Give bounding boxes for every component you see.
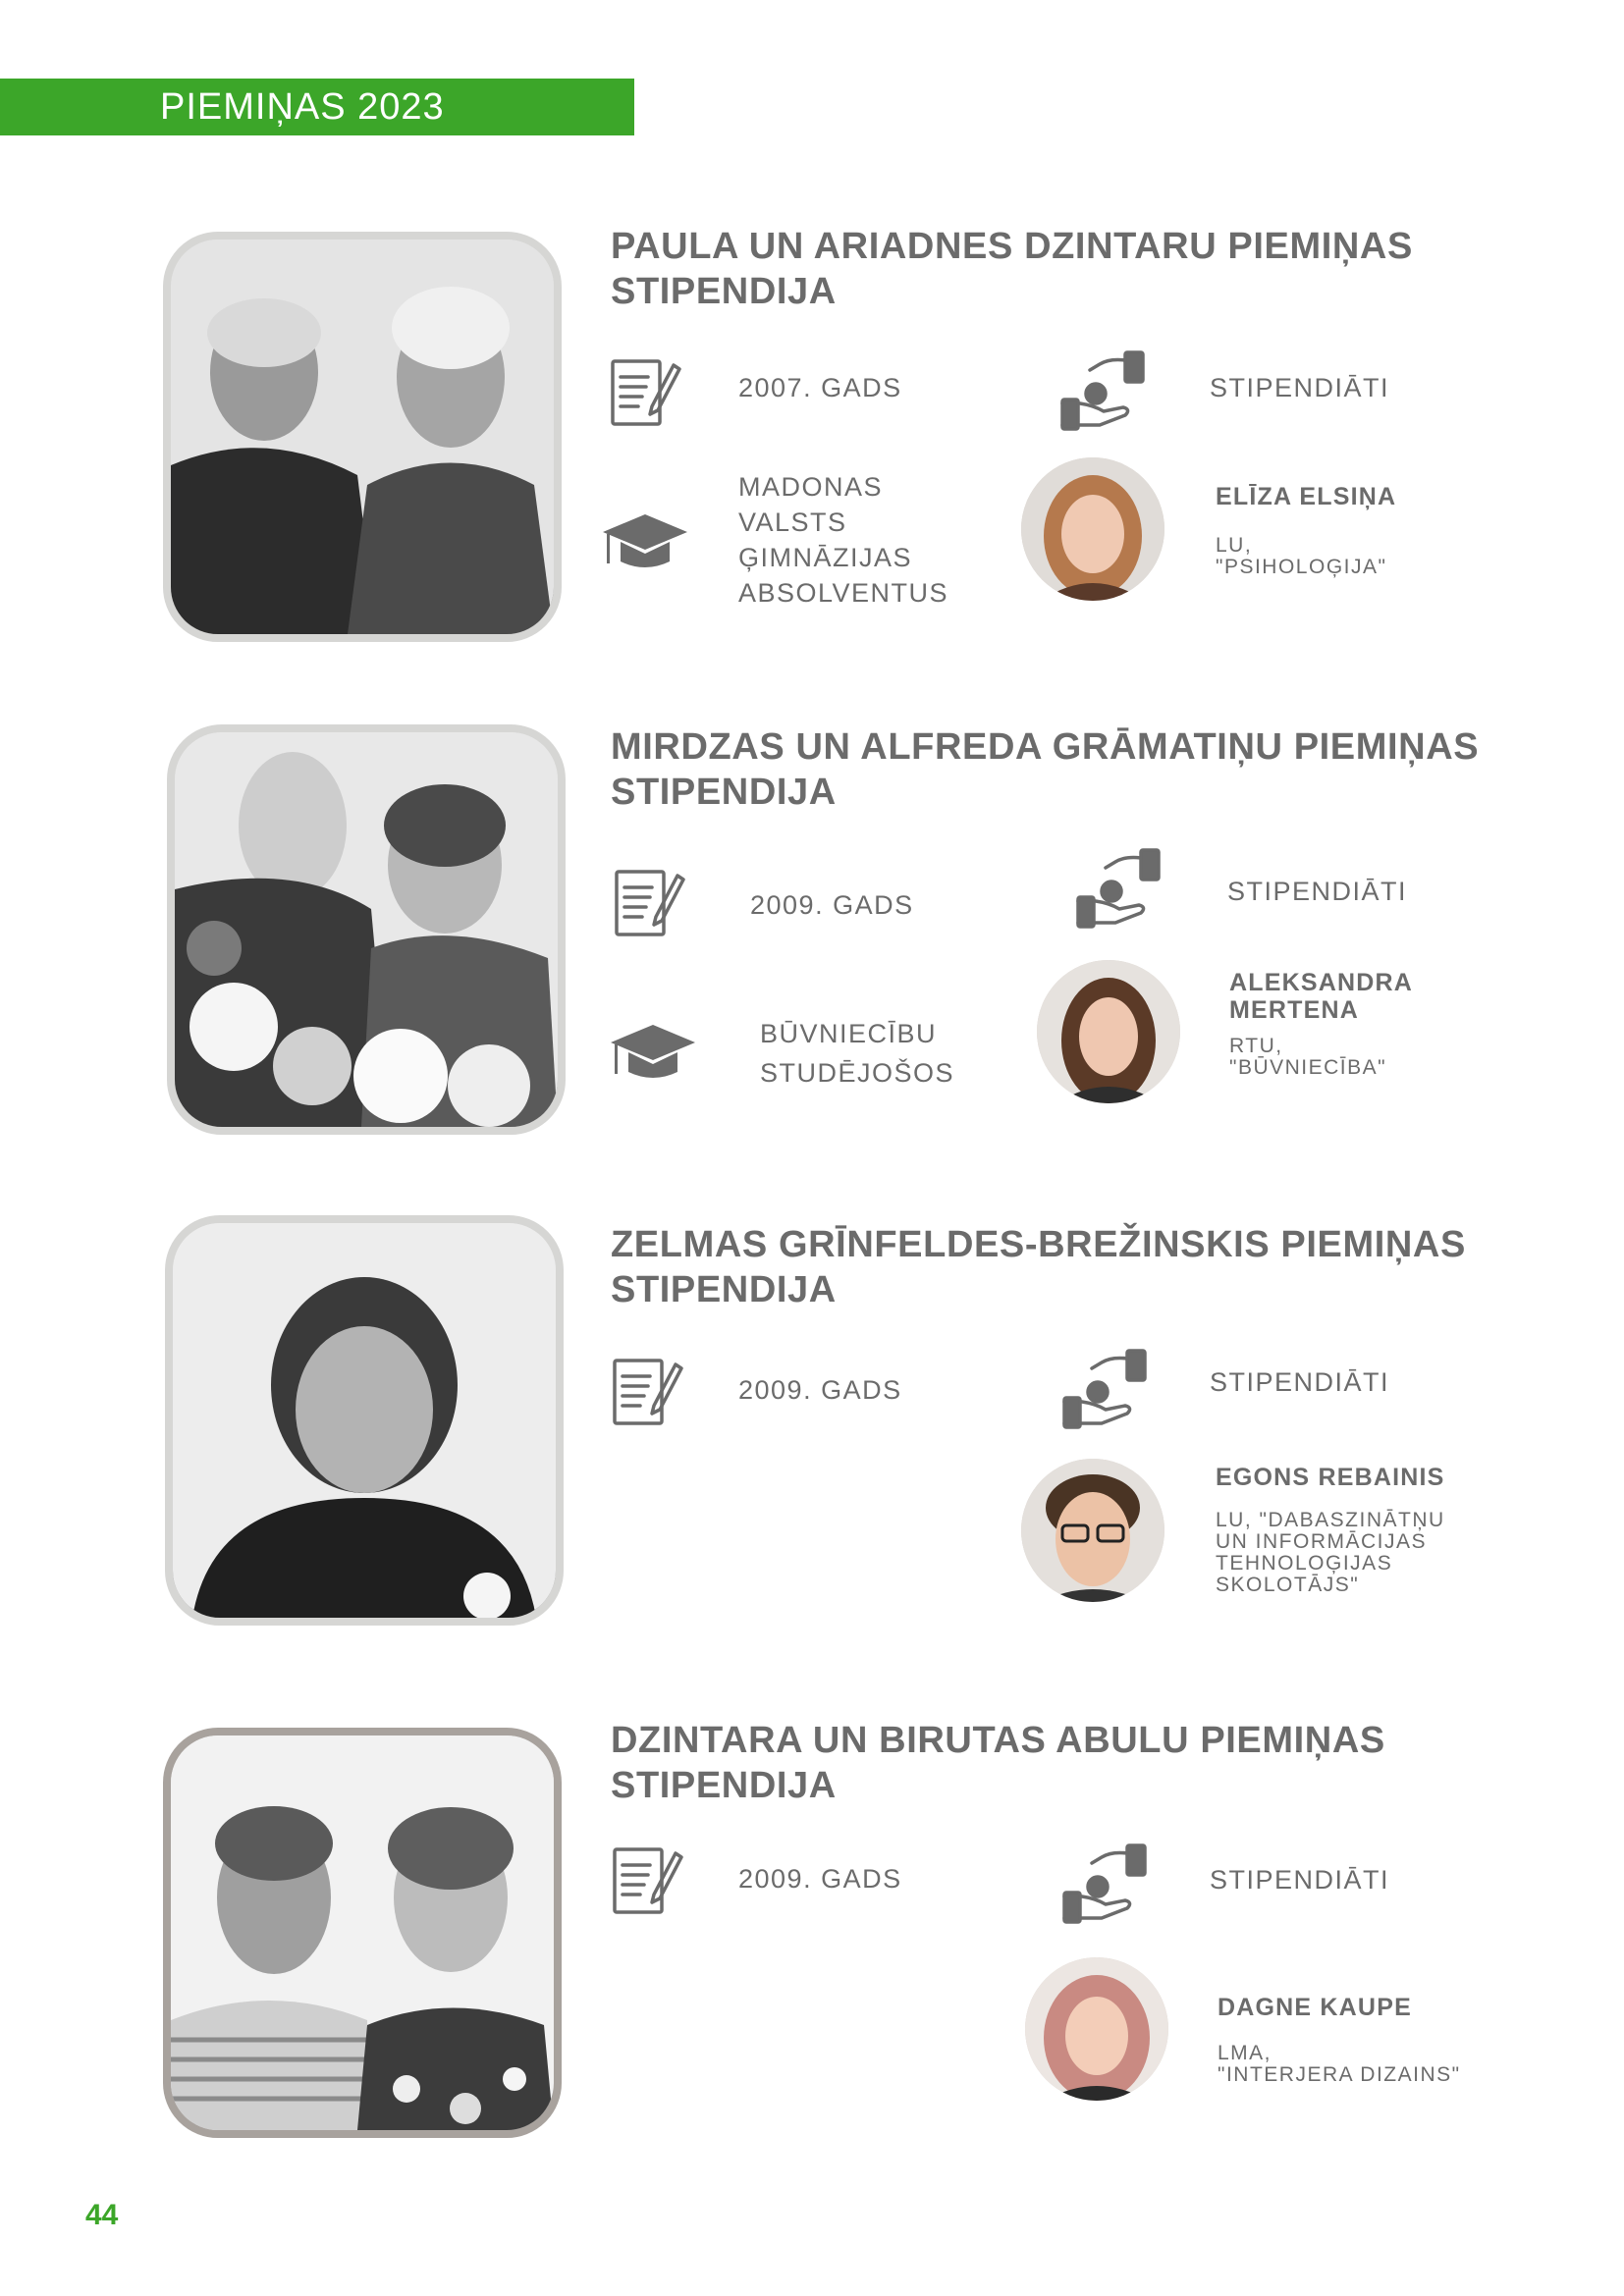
- year-label: 2009. GADS: [738, 1375, 902, 1405]
- memorial-photo: [167, 724, 566, 1135]
- memorial-photo: [163, 232, 562, 642]
- graduation-cap-icon: [609, 1021, 697, 1084]
- hand-coin-icon: [1060, 348, 1151, 431]
- recipient-name: ELĪZA ELSIŅA: [1216, 483, 1397, 510]
- recipient-avatar: [1021, 457, 1164, 601]
- memorial-photo: [165, 1215, 564, 1626]
- recipient-name: ALEKSANDRA MERTENA: [1229, 969, 1413, 1024]
- document-icon: [611, 1353, 683, 1429]
- scholarship-title: PAULA UN ARIADNES DZINTARU PIEMIŅAS STIPENDIJA: [611, 226, 1413, 312]
- graduation-cap-icon: [601, 510, 689, 573]
- recipient-avatar: [1037, 960, 1180, 1103]
- recipients-label: STIPENDIĀTI: [1210, 1865, 1390, 1895]
- hand-coin-icon: [1076, 846, 1166, 929]
- scholarship-title: MIRDZAS UN ALFREDA GRĀMATIŅU PIEMIŅAS STIPENDIJA: [611, 726, 1480, 813]
- banner-title: PIEMIŅAS 2023: [160, 85, 445, 128]
- hand-coin-icon: [1062, 1347, 1153, 1429]
- scholarship-title: DZINTARA UN BIRUTAS ABULU PIEMIŅAS STIPENDIJA: [611, 1720, 1385, 1806]
- memorial-photo: [163, 1728, 562, 2138]
- recipients-label: STIPENDIĀTI: [1210, 373, 1390, 402]
- recipients-label: STIPENDIĀTI: [1227, 877, 1408, 906]
- recipient-study: RTU, "BŪVNIECĪBA": [1229, 1035, 1387, 1079]
- year-label: 2009. GADS: [750, 890, 914, 920]
- document-icon: [609, 353, 681, 430]
- criteria-label: BŪVNIECĪBU STUDĒJOŠOS: [760, 1019, 955, 1088]
- document-icon: [611, 1842, 683, 1918]
- scholarship-title: ZELMAS GRĪNFELDES-BREŽINSKIS PIEMIŅAS STIPENDIJA: [611, 1224, 1466, 1310]
- year-label: 2007. GADS: [738, 373, 902, 402]
- document-icon: [613, 864, 685, 940]
- year-label: 2009. GADS: [738, 1864, 902, 1894]
- recipient-study: LU, "DABASZINĀTŅU UN INFORMĀCIJAS TEHNOLOĢIJAS SKOLOTĀJS": [1216, 1509, 1445, 1596]
- page-number: 44: [85, 2199, 119, 2231]
- recipient-name: DAGNE KAUPE: [1218, 1994, 1412, 2021]
- recipient-study: LU, "PSIHOLOĢIJA": [1216, 534, 1387, 578]
- recipient-name: EGONS REBAINIS: [1216, 1464, 1445, 1491]
- hand-coin-icon: [1062, 1842, 1153, 1924]
- recipient-study: LMA, "INTERJERA DIZAINS": [1218, 2042, 1461, 2086]
- section-banner: [0, 79, 634, 135]
- recipients-label: STIPENDIĀTI: [1210, 1367, 1390, 1397]
- criteria-label: MADONAS VALSTS ĢIMNĀZIJAS ABSOLVENTUS: [738, 472, 949, 608]
- recipient-avatar: [1025, 1957, 1168, 2101]
- recipient-avatar: [1021, 1459, 1164, 1602]
